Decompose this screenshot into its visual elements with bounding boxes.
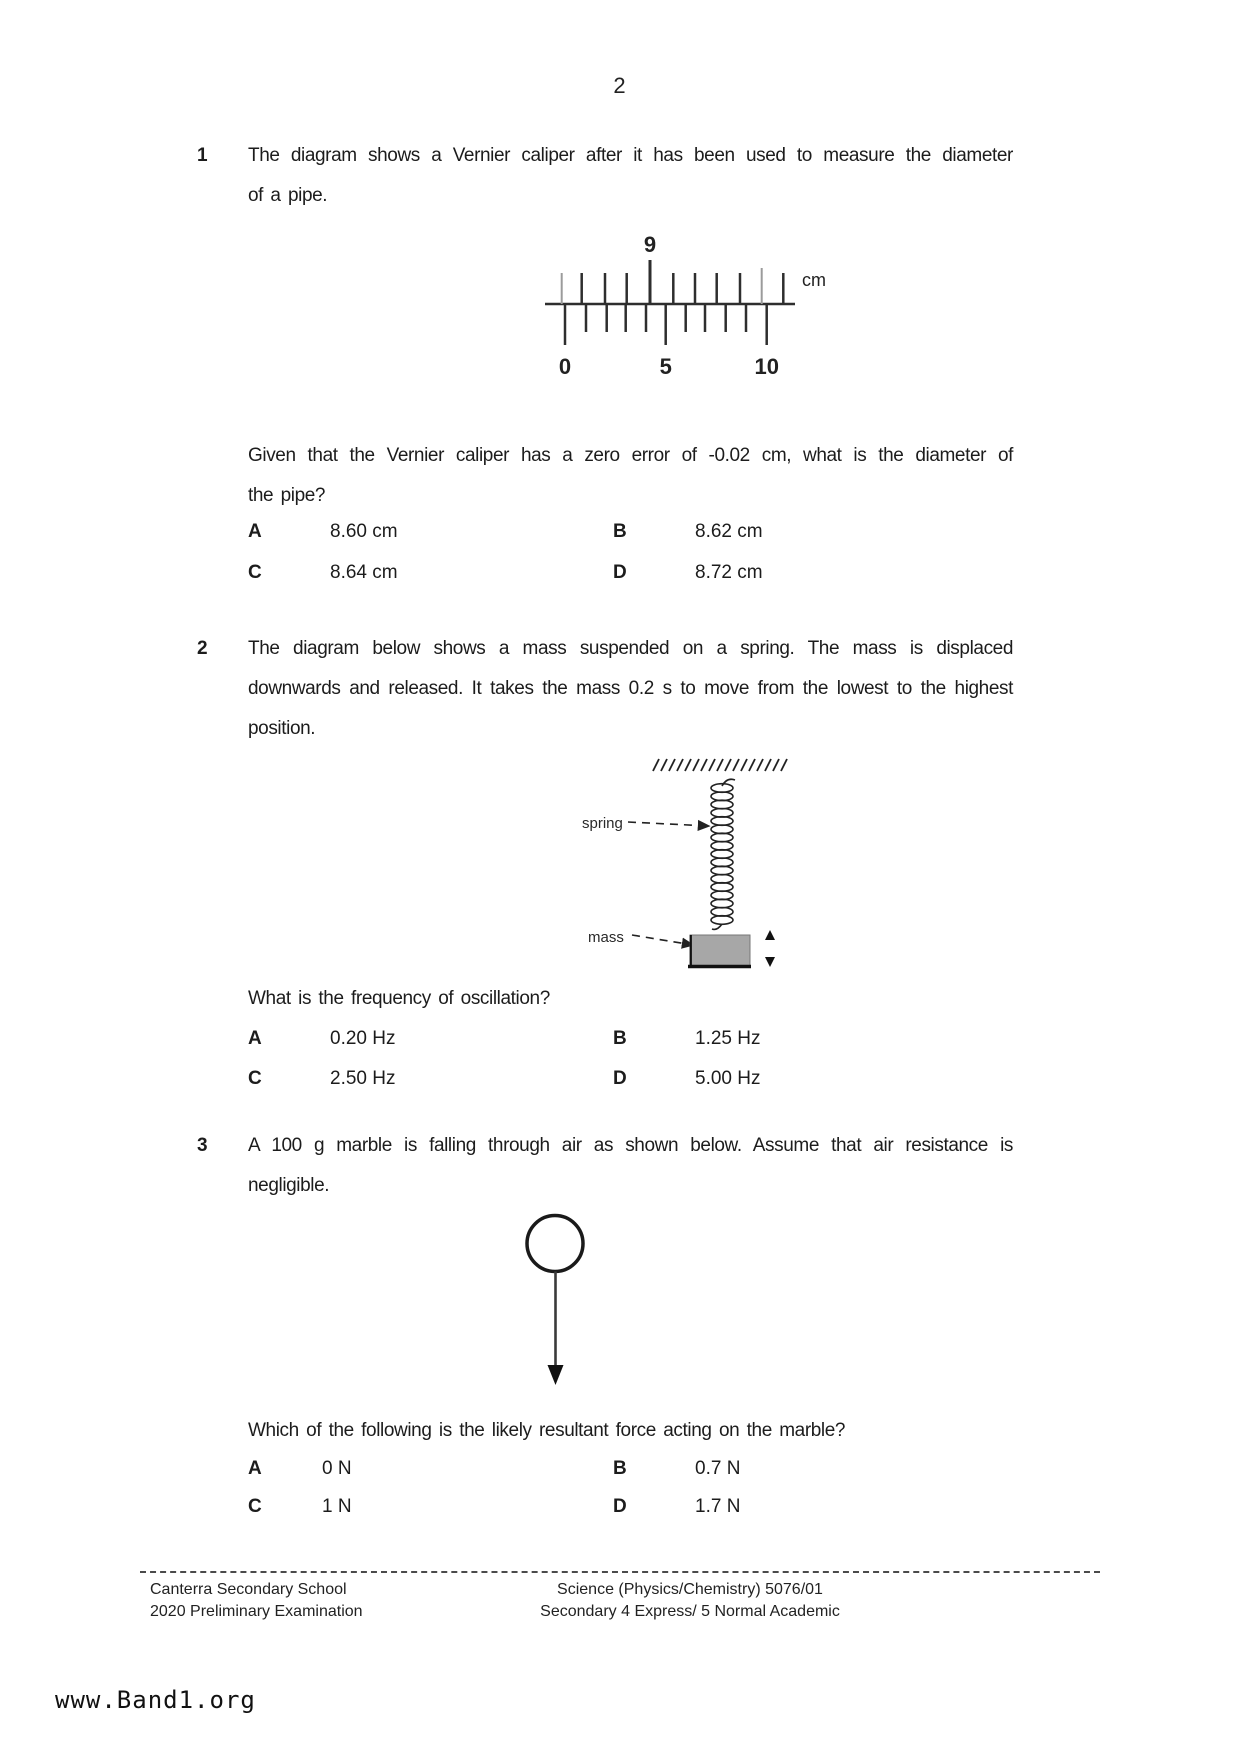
option-value: 1.7 N	[695, 1496, 741, 1517]
vernier-label-10: 10	[754, 354, 779, 379]
option-letter: A	[248, 1028, 262, 1049]
spring-coil	[711, 779, 735, 929]
question-1-body-line-1: The diagram shows a Vernier caliper after it has been used to measure the diameter	[248, 145, 1013, 166]
oscillation-down-arrow	[765, 957, 775, 967]
ceiling-hatch	[653, 759, 787, 771]
option-value: 8.60 cm	[330, 521, 398, 542]
question-3-options-row-2	[248, 1496, 1013, 1520]
marble-circle	[527, 1216, 583, 1272]
question-2-body-line-3: position.	[248, 718, 316, 739]
footer-school: Canterra Secondary School	[150, 1581, 347, 1598]
question-3-body-line-1: A 100 g marble is falling through air as shown below. Assume that air resistance is	[248, 1135, 1013, 1156]
oscillation-up-arrow	[765, 930, 775, 940]
option-letter: D	[613, 1068, 627, 1089]
option-letter: D	[613, 562, 627, 583]
option-letter: C	[248, 1496, 262, 1517]
question-3-body-line-2: negligible.	[248, 1175, 330, 1196]
mass-box	[688, 935, 751, 967]
falling-marble-diagram	[500, 1205, 630, 1400]
question-1-number: 1	[197, 145, 208, 166]
site-watermark: www.Band1.org	[55, 1686, 256, 1714]
question-3-prompt-line-1: Which of the following is the likely resultant force acting on the marble?	[248, 1420, 846, 1441]
question-2-body-line-1: The diagram below shows a mass suspended on a spring. The mass is displaced	[248, 638, 1013, 659]
option-letter: D	[613, 1496, 627, 1517]
question-2-options-row-2	[248, 1068, 1013, 1092]
spring-label: spring	[582, 815, 623, 832]
option-letter: C	[248, 562, 262, 583]
question-1-prompt-line-2: the pipe?	[248, 485, 326, 506]
page-number: 2	[613, 73, 626, 98]
option-value: 0.7 N	[695, 1458, 741, 1479]
footer-subject: Science (Physics/Chemistry) 5076/01	[557, 1581, 823, 1598]
footer-level: Secondary 4 Express/ 5 Normal Academic	[540, 1603, 840, 1620]
footer-divider	[140, 1571, 1100, 1573]
option-value: 8.62 cm	[695, 521, 763, 542]
question-2-number: 2	[197, 638, 208, 659]
vernier-label-0: 0	[558, 354, 572, 379]
vernier-scale	[559, 304, 779, 379]
main-scale	[545, 232, 826, 304]
option-letter: B	[613, 1458, 627, 1479]
option-value: 5.00 Hz	[695, 1068, 761, 1089]
question-1-body-line-2: of a pipe.	[248, 185, 328, 206]
option-value: 1 N	[322, 1496, 352, 1517]
spring-mass-diagram	[570, 750, 800, 980]
mass-label: mass	[588, 929, 624, 946]
footer-exam: 2020 Preliminary Examination	[150, 1603, 363, 1620]
mass-pointer-arrow	[632, 935, 693, 945]
option-value: 1.25 Hz	[695, 1028, 761, 1049]
footer-left	[150, 1579, 363, 1623]
vernier-label-5: 5	[659, 354, 672, 379]
option-letter: A	[248, 1458, 262, 1479]
option-letter: C	[248, 1068, 262, 1089]
main-scale-label: 9	[643, 232, 657, 257]
unit-label: cm	[802, 270, 826, 290]
footer-center	[480, 1579, 900, 1623]
question-3-number: 3	[197, 1135, 208, 1156]
question-2-body-line-2: downwards and released. It takes the mass 0.2 s to move from the lowest to the highest	[248, 678, 1013, 699]
option-letter: B	[613, 1028, 627, 1049]
option-letter: A	[248, 521, 262, 542]
option-value: 8.64 cm	[330, 562, 398, 583]
force-arrow-head	[548, 1365, 564, 1385]
option-value: 0 N	[322, 1458, 352, 1479]
option-letter: B	[613, 521, 627, 542]
question-1-options-row-2	[248, 562, 1013, 586]
question-1-prompt-line-1: Given that the Vernier caliper has a zero error of -0.02 cm, what is the diameter of	[248, 445, 1013, 466]
question-2-options-row-1	[248, 1028, 1013, 1052]
question-2-prompt-line-1: What is the frequency of oscillation?	[248, 988, 550, 1009]
spring-pointer-arrow	[628, 822, 709, 826]
question-3-options-row-1	[248, 1458, 1013, 1482]
question-1-options-row-1	[248, 521, 1013, 545]
option-value: 2.50 Hz	[330, 1068, 396, 1089]
vernier-caliper-diagram	[530, 220, 850, 390]
option-value: 0.20 Hz	[330, 1028, 396, 1049]
option-value: 8.72 cm	[695, 562, 763, 583]
